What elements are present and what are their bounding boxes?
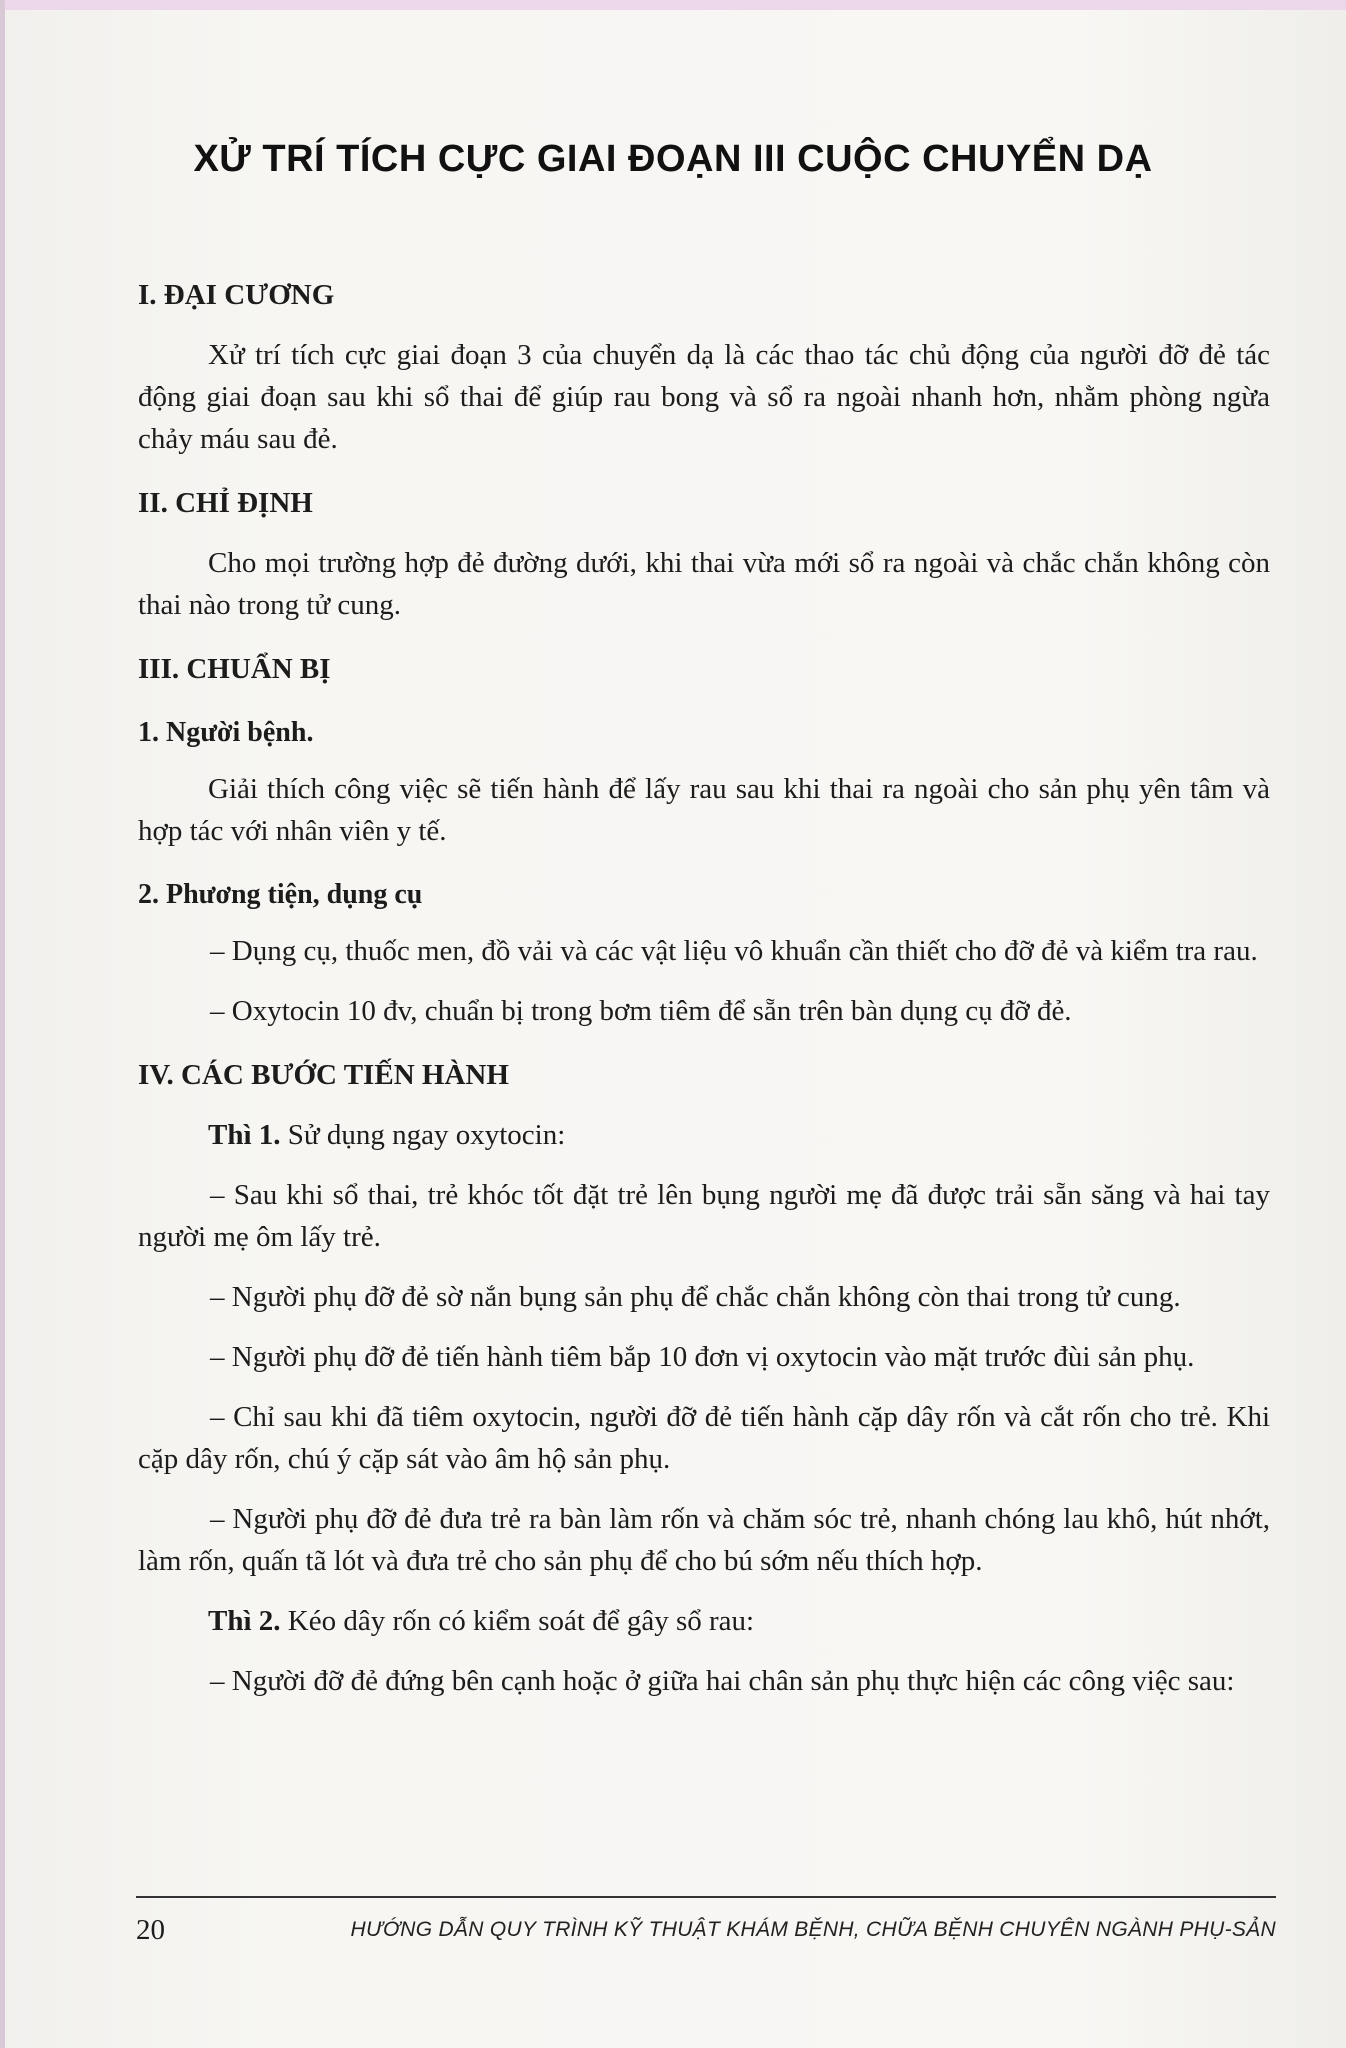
- page-footer: [136, 1914, 1276, 1950]
- section-heading-cac-buoc: IV. CÁC BƯỚC TIẾN HÀNH: [138, 1059, 509, 1091]
- list-item: – Người đỡ đẻ đứng bên cạnh hoặc ở giữa hai chân sản phụ thực hiện các công việc sau:: [210, 1665, 1235, 1697]
- document-body: [138, 274, 1270, 1720]
- section-heading-chi-dinh: II. CHỈ ĐỊNH: [138, 487, 313, 519]
- list-item: – Sau khi sổ thai, trẻ khóc tốt đặt trẻ lên bụng người mẹ đã được trải sẵn săng và hai tay người mẹ ôm lấy trẻ.: [138, 1179, 1270, 1253]
- scan-edge-top: [0, 0, 1346, 10]
- section-heading-dai-cuong: I. ĐẠI CƯƠNG: [138, 279, 335, 311]
- step-2-text: Kéo dây rốn có kiểm soát để gây sổ rau:: [280, 1605, 755, 1637]
- step-2-label: Thì 2.: [208, 1605, 281, 1637]
- page-title: XỬ TRÍ TÍCH CỰC GIAI ĐOẠN III CUỘC CHUYỂN DẠ: [193, 138, 1153, 180]
- list-item-dung-cu: – Dụng cụ, thuốc men, đồ vải và các vật liệu vô khuẩn cần thiết cho đỡ đẻ và kiểm tra rau.: [210, 935, 1258, 967]
- step-1-text: Sử dụng ngay oxytocin:: [280, 1119, 566, 1151]
- list-item: – Người phụ đỡ đẻ đưa trẻ ra bàn làm rốn và chăm sóc trẻ, nhanh chóng lau khô, hút nhớt, làm rốn, quấn tã lót và đưa trẻ cho sản phụ để cho bú sớm nếu thích hợp.: [138, 1503, 1270, 1577]
- paragraph-chi-dinh: Cho mọi trường hợp đẻ đường dưới, khi thai vừa mới sổ ra ngoài và chắc chắn không còn thai nào trong tử cung.: [138, 547, 1270, 621]
- step-1-label: Thì 1.: [208, 1119, 281, 1151]
- footer-divider: [136, 1896, 1276, 1898]
- subsection-heading-phuong-tien: 2. Phương tiện, dụng cụ: [138, 879, 423, 910]
- section-heading-chuan-bi: III. CHUẨN BỊ: [138, 653, 331, 685]
- footer-book-title: HƯỚNG DẪN QUY TRÌNH KỸ THUẬT KHÁM BỆNH, CHỮA BỆNH CHUYÊN NGÀNH PHỤ-SẢN: [350, 1918, 1276, 1941]
- paragraph-nguoi-benh: Giải thích công việc sẽ tiến hành để lấy rau sau khi thai ra ngoài cho sản phụ yên tâm và hợp tác với nhân viên y tế.: [138, 773, 1270, 847]
- scan-edge-left: [0, 0, 5, 2048]
- list-item-oxytocin: – Oxytocin 10 đv, chuẩn bị trong bơm tiêm để sẵn trên bàn dụng cụ đỡ đẻ.: [210, 995, 1072, 1027]
- list-item: – Chỉ sau khi đã tiêm oxytocin, người đỡ đẻ tiến hành cặp dây rốn và cắt rốn cho trẻ. Khi cặp dây rốn, chú ý cặp sát vào âm hộ sản phụ.: [138, 1401, 1270, 1475]
- list-item: – Người phụ đỡ đẻ tiến hành tiêm bắp 10 đơn vị oxytocin vào mặt trước đùi sản phụ.: [210, 1341, 1195, 1373]
- list-item: – Người phụ đỡ đẻ sờ nắn bụng sản phụ để chắc chắn không còn thai trong tử cung.: [210, 1281, 1181, 1313]
- subsection-heading-nguoi-benh: 1. Người bệnh.: [138, 717, 314, 748]
- paragraph-dai-cuong: Xử trí tích cực giai đoạn 3 của chuyển dạ là các thao tác chủ động của người đỡ đẻ tác động giai đoạn sau khi sổ thai để giúp rau bong và sổ ra ngoài nhanh hơn, nhằm phòng ngừa chảy máu sau đẻ.: [138, 339, 1270, 455]
- step-1-intro: [138, 1114, 1270, 1156]
- step-2-intro: [138, 1600, 1270, 1642]
- page-number: 20: [136, 1914, 165, 1946]
